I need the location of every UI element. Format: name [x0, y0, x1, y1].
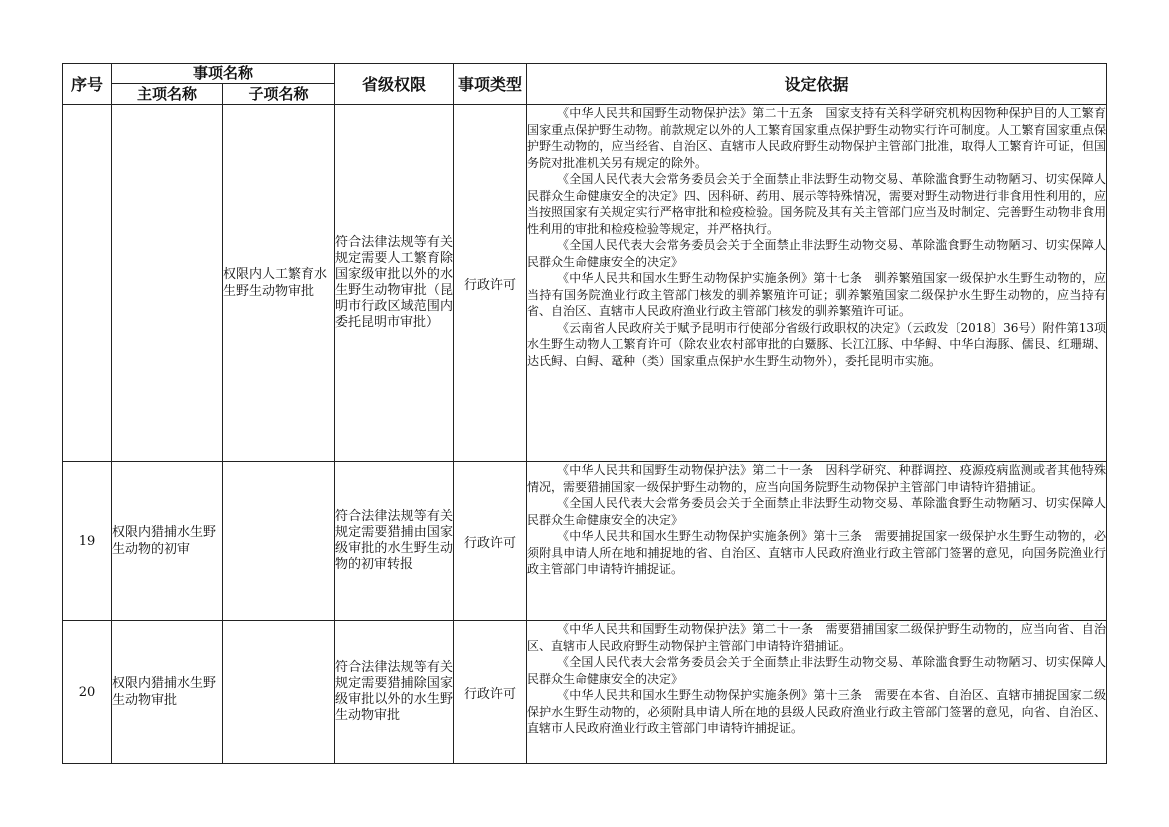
basis-paragraph: 《全国人民代表大会常务委员会关于全面禁止非法野生动物交易、革除滥食野生动物陋习、切实保障人民群众生命健康安全的决定》: [527, 496, 1107, 527]
provincial-authority: 符合法律法规等有关规定需要人工繁育除国家级审批以外的水生野生动物审批（昆明市行政区域范围内委托昆明市审批）: [335, 105, 454, 462]
main-item-name: 权限内猎捕水生野生动物的初审: [112, 462, 223, 621]
header-item-name: 事项名称: [112, 64, 335, 84]
basis-paragraph: 《中华人民共和国水生野生动物保护实施条例》第十七条 驯养繁殖国家一级保护水生野生动物的，应当持有国务院渔业行政主管部门核发的驯养繁殖许可证；驯养繁殖国家二级保护水生野生动物的，应当持有省、自治区、直辖市人民政府渔业行政主管部门核发的驯养繁殖许可证。: [527, 271, 1107, 318]
table-row: [63, 105, 1107, 462]
table-row: [63, 462, 1107, 621]
basis-paragraph: 《中华人民共和国野生动物保护法》第二十一条 因科学研究、种群调控、疫源疫病监测或者其他特殊情况，需要猎捕国家一级保护野生动物的，应当向国务院野生动物保护主管部门申请特许猎捕证。: [527, 463, 1107, 494]
basis-paragraph: 《中华人民共和国水生野生动物保护实施条例》第十三条 需要在本省、自治区、直辖市捕捉国家二级保护水生野生动物的，必须附具申请人所在地的县级人民政府渔业行政主管部门签署的意见，向省、自治区、直辖市人民政府渔业行政主管部门申请特许捕捉证。: [527, 688, 1107, 735]
basis-paragraph: 《全国人民代表大会常务委员会关于全面禁止非法野生动物交易、革除滥食野生动物陋习、切实保障人民群众生命健康安全的决定》: [527, 238, 1107, 269]
header-main-item: 主项名称: [112, 84, 223, 105]
legal-basis: [527, 105, 1119, 462]
main-item-name: [112, 105, 223, 462]
sub-item-name: 权限内人工繁育水生野生动物审批: [223, 105, 335, 462]
basis-paragraph: 《全国人民代表大会常务委员会关于全面禁止非法野生动物交易、革除滥食野生动物陋习、切实保障人民群众生命健康安全的决定》四、因科研、药用、展示等特殊情况，需要对野生动物进行非食用性利用的，应当按照国家有关规定实行严格审批和检疫检验。国务院及其有关主管部门应当及时制定、完善野生动物非食用性利用的审批和检疫检验等规定，并严格执行。: [527, 172, 1107, 236]
basis-paragraph: 《全国人民代表大会常务委员会关于全面禁止非法野生动物交易、革除滥食野生动物陋习、切实保障人民群众生命健康安全的决定》: [527, 655, 1107, 686]
sub-item-name: [223, 621, 335, 764]
item-type: 行政许可: [454, 462, 527, 621]
item-type: 行政许可: [454, 105, 527, 462]
legal-basis: [527, 462, 1107, 621]
permissions-table: [62, 63, 1119, 764]
header-basis: 设定依据: [527, 64, 1107, 105]
header-type: 事项类型: [454, 64, 527, 105]
row-number: 19: [63, 462, 112, 621]
main-item-name: 权限内猎捕水生野生动物审批: [112, 621, 223, 764]
row-number: [63, 105, 112, 462]
legal-basis: [527, 621, 1107, 764]
table-row: [63, 621, 1107, 764]
basis-paragraph: 《中华人民共和国野生动物保护法》第二十一条 需要猎捕国家二级保护野生动物的，应当向省、自治区、直辖市人民政府野生动物保护主管部门申请特许猎捕证。: [527, 622, 1107, 653]
basis-paragraph: 《云南省人民政府关于赋予昆明市行使部分省级行政职权的决定》（云政发〔2018〕36号）附件第13项 水生野生动物人工繁育许可（除农业农村部审批的白鱀豚、长江江豚、中华鲟、中华白海豚、儒艮、红珊瑚、达氏鲟、白鲟、鼋种（类）国家重点保护水生野生动物外），委托昆明市实施。: [527, 320, 1119, 368]
basis-paragraph: 《中华人民共和国水生野生动物保护实施条例》第十三条 需要捕捉国家一级保护水生野生动物的，必须附具申请人所在地和捕捉地的省、自治区、直辖市人民政府渔业行政主管部门签署的意见，向国务院渔业行政主管部门申请特许捕捉证。: [527, 529, 1107, 576]
header-authority: 省级权限: [335, 64, 454, 105]
provincial-authority: 符合法律法规等有关规定需要猎捕由国家级审批的水生野生动物的初审转报: [335, 462, 454, 621]
row-number: 20: [63, 621, 112, 764]
basis-paragraph: 《中华人民共和国野生动物保护法》第二十五条 国家支持有关科学研究机构因物种保护目的人工繁育国家重点保护野生动物。前款规定以外的人工繁育国家重点保护野生动物实行许可制度。人工繁育国家重点保护野生动物的，应当经省、自治区、直辖市人民政府野生动物保护主管部门批准，取得人工繁育许可证，但国务院对批准机关另有规定的除外。: [527, 106, 1107, 170]
item-type: 行政许可: [454, 621, 527, 764]
header-sub-item: 子项名称: [223, 84, 335, 105]
header-seq: 序号: [63, 64, 112, 105]
sub-item-name: [223, 462, 335, 621]
provincial-authority: 符合法律法规等有关规定需要猎捕除国家级审批以外的水生野生动物审批: [335, 621, 454, 764]
